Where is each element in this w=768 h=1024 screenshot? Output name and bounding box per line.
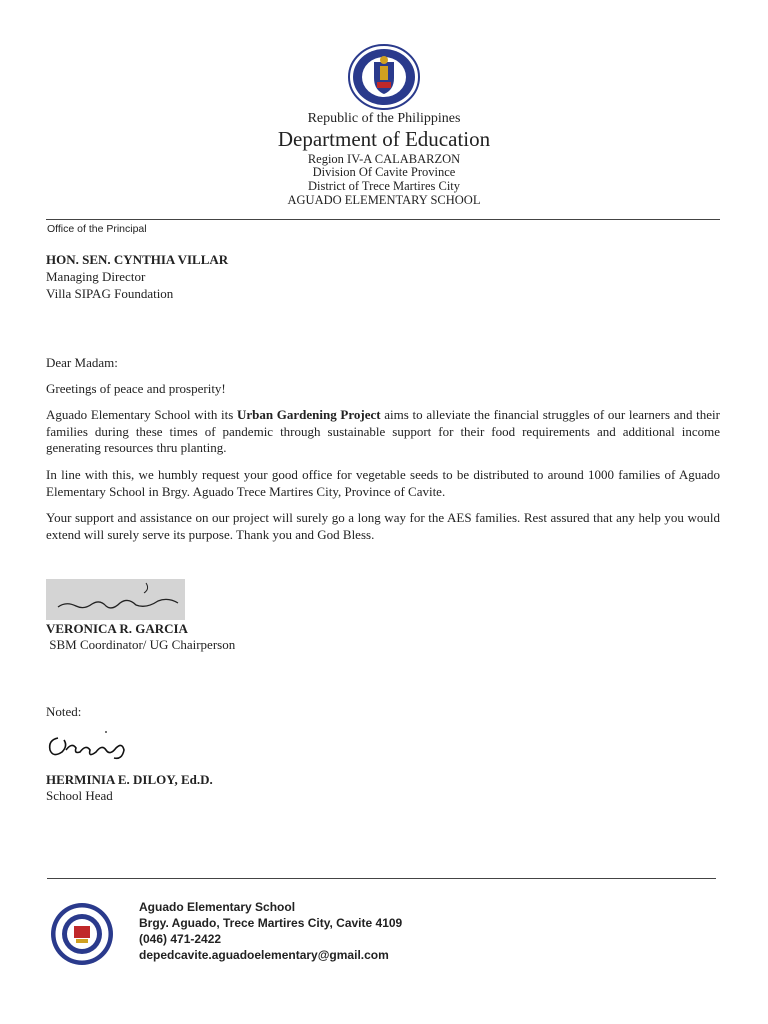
noted-label: Noted: <box>46 704 82 719</box>
signatory-1-title: SBM Coordinator/ UG Chairperson <box>46 637 236 652</box>
recipient-org: Villa SIPAG Foundation <box>46 286 174 301</box>
header-divider <box>46 219 720 220</box>
footer-phone: (046) 471-2422 <box>139 932 222 946</box>
recipient-name: HON. SEN. CYNTHIA VILLAR <box>46 252 229 267</box>
footer-divider <box>47 878 716 879</box>
project-name: Urban Gardening Project <box>237 407 381 422</box>
footer-school: Aguado Elementary School <box>139 900 296 914</box>
greeting: Greetings of peace and prosperity! <box>46 381 226 396</box>
region-line: Region IV-A CALABARZON <box>307 152 461 166</box>
paragraph-3: Your support and assistance on our project will surely go a long way for the AES families. Rest assured that any help you would extend will surely serve its purpose. Thank you and God Bless. <box>46 510 720 542</box>
footer-email[interactable]: depedcavite.aguadoelementary@gmail.com <box>139 948 389 962</box>
office-label: Office of the Principal <box>47 223 147 235</box>
signatory-1-name: VERONICA R. GARCIA <box>46 621 188 636</box>
republic-heading: Republic of the Philippines <box>307 111 461 126</box>
school-line: AGUADO ELEMENTARY SCHOOL <box>287 193 481 207</box>
signatory-2-title: School Head <box>46 788 113 803</box>
signature-image-garcia <box>46 579 185 620</box>
paragraph-1-start: Aguado Elementary School with its <box>46 407 237 422</box>
deped-seal-logo <box>347 44 421 110</box>
footer-address: Brgy. Aguado, Trece Martires City, Cavite 4109 <box>139 916 403 930</box>
recipient-title: Managing Director <box>46 269 146 284</box>
paragraph-1 <box>46 407 720 457</box>
district-line: District of Trece Martires City <box>307 179 461 193</box>
salutation: Dear Madam: <box>46 355 118 370</box>
school-seal-logo <box>50 902 114 966</box>
division-line: Division Of Cavite Province <box>312 165 456 179</box>
signature-image-diloy <box>44 728 130 764</box>
paragraph-1-end: aims to alleviate the financial struggles of our learners and their families during these times of pandemic through sustainable support for their food requirements and additional income generating resources thru planting. <box>46 407 720 455</box>
signatory-2-name: HERMINIA E. DILOY, Ed.D. <box>46 772 213 787</box>
department-heading: Department of Education <box>277 127 491 151</box>
paragraph-2: In line with this, we humbly request your good office for vegetable seeds to be distributed to around 1000 families of Aguado Elementary School in Brgy. Aguado Trece Martires City, Province of Cavite. <box>46 467 720 499</box>
